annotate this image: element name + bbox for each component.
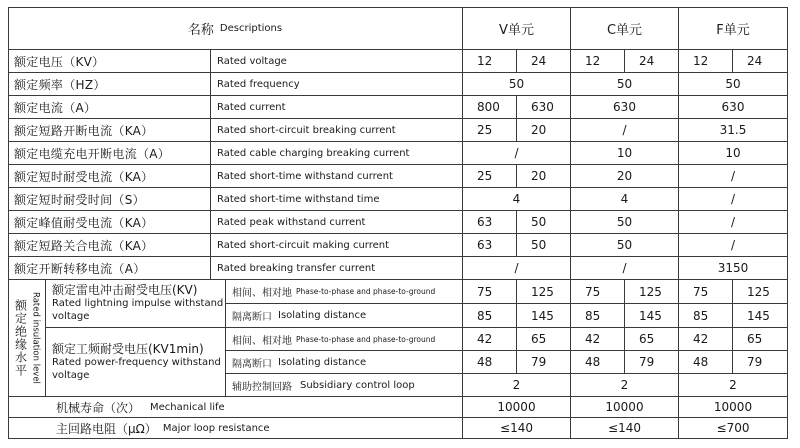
value-cell: 125 [625, 280, 679, 304]
value-cell: 3150 [679, 257, 788, 280]
lightning-isolating-en: Isolating distance [278, 310, 367, 321]
value-cell: / [571, 119, 679, 142]
value-cell: 50 [463, 73, 571, 96]
value-cell: / [463, 257, 571, 280]
value-cell: 63 [463, 211, 517, 234]
value-cell: 50 [571, 234, 679, 257]
value-cell: 800 [463, 96, 517, 119]
value-cell: 50 [517, 234, 571, 257]
row-short-circuit-breaking-cn: 额定短路开断电流（KA） [8, 119, 211, 142]
row-breaking-transfer-cn: 额定开断转移电流（A） [8, 257, 211, 280]
value-cell: 85 [571, 304, 625, 328]
row-rated-current-en: Rated current [211, 96, 463, 119]
power-phase-en: Phase-to-phase and phase-to-ground [296, 334, 436, 344]
row-rated-voltage-cn: 额定电压（KV） [8, 50, 211, 73]
value-cell: 10000 [679, 397, 788, 418]
value-cell: 2 [463, 374, 571, 397]
value-cell: 48 [463, 351, 517, 374]
value-cell: ≤700 [679, 418, 788, 439]
value-cell: 145 [733, 304, 788, 328]
power-isolating-cn: 隔离断口 [232, 358, 272, 370]
value-cell: 4 [463, 188, 571, 211]
value-cell: 65 [625, 328, 679, 351]
value-cell: 63 [463, 234, 517, 257]
value-cell: 79 [517, 351, 571, 374]
mechanical-life-cn: 机械寿命（次） [56, 400, 141, 415]
lightning-phase-cn: 相间、相对地 [232, 288, 292, 299]
row-short-circuit-making-cn: 额定短路关合电流（KA） [8, 234, 211, 257]
value-cell: 65 [517, 328, 571, 351]
value-cell: 50 [571, 211, 679, 234]
subsidiary-control-label [226, 374, 463, 397]
subsidiary-control-cn: 辅助控制回路 [232, 381, 292, 393]
header-c-unit-label: C单元 [606, 22, 643, 38]
value-cell: 10000 [463, 397, 571, 418]
insulation-level-label [8, 280, 46, 397]
row-short-time-time-en: Rated short-time withstand time [211, 188, 463, 211]
value-cell: 145 [517, 304, 571, 328]
power-frequency-label [46, 328, 226, 397]
value-cell: 42 [571, 328, 625, 351]
row-rated-current-cn: 额定电流（A） [8, 96, 211, 119]
value-cell: 24 [517, 50, 571, 73]
value-cell: 20 [517, 165, 571, 188]
lightning-isolating-cn: 隔离断口 [232, 312, 272, 323]
value-cell: 75 [571, 280, 625, 304]
value-cell: 24 [625, 50, 679, 73]
row-cable-charging-en: Rated cable charging breaking current [211, 142, 463, 165]
value-cell: 12 [463, 50, 517, 73]
value-cell: 2 [679, 374, 788, 397]
loop-resistance-cn: 主回路电阻（μΩ） [56, 421, 157, 436]
value-cell: 630 [517, 96, 571, 119]
row-short-time-current-en: Rated short-time withstand current [211, 165, 463, 188]
subsidiary-control-en: Subsidiary control loop [300, 379, 415, 391]
value-cell: 79 [733, 351, 788, 374]
value-cell: 24 [733, 50, 788, 73]
value-cell: 50 [571, 73, 679, 96]
value-cell: 25 [463, 119, 517, 142]
mechanical-life-label [8, 397, 463, 418]
value-cell: 48 [571, 351, 625, 374]
lightning-impulse-cn: 额定雷电冲击耐受电压(KV) [52, 283, 198, 297]
value-cell: 10000 [571, 397, 679, 418]
power-isolating-label [226, 351, 463, 374]
lightning-phase-en: Phase-to-phase and phase-to-ground [296, 287, 436, 296]
value-cell: 12 [571, 50, 625, 73]
value-cell: 42 [463, 328, 517, 351]
value-cell: 75 [679, 280, 733, 304]
value-cell: 2 [571, 374, 679, 397]
power-frequency-en: Rated power-frequency withstand voltage [52, 356, 221, 381]
value-cell: 630 [571, 96, 679, 119]
header-c-unit [571, 7, 679, 50]
row-short-circuit-making-en: Rated short-circuit making current [211, 234, 463, 257]
loop-resistance-label [8, 418, 463, 439]
value-cell: / [463, 142, 571, 165]
power-isolating-en: Isolating distance [278, 356, 367, 368]
value-cell: ≤140 [463, 418, 571, 439]
row-short-time-time-cn: 额定短时耐受时间（S） [8, 188, 211, 211]
mechanical-life-en: Mechanical life [150, 401, 225, 413]
row-cable-charging-cn: 额定电缆充电开断电流（A） [8, 142, 211, 165]
row-rated-frequency-cn: 额定频率（HZ） [8, 73, 211, 96]
value-cell: 145 [625, 304, 679, 328]
row-short-time-current-cn: 额定短时耐受电流（KA） [8, 165, 211, 188]
row-breaking-transfer-en: Rated breaking transfer current [211, 257, 463, 280]
insulation-level-en: Rated insulation level [30, 292, 41, 384]
value-cell: 25 [463, 165, 517, 188]
lightning-impulse-en: Rated lightning impulse withstand voltage [52, 298, 224, 322]
value-cell: 125 [517, 280, 571, 304]
value-cell: / [679, 234, 788, 257]
row-rated-voltage-en: Rated voltage [211, 50, 463, 73]
value-cell: / [679, 188, 788, 211]
value-cell: / [679, 165, 788, 188]
value-cell: 85 [679, 304, 733, 328]
value-cell: 42 [679, 328, 733, 351]
value-cell: 48 [679, 351, 733, 374]
value-cell: 75 [463, 280, 517, 304]
value-cell: 65 [733, 328, 788, 351]
loop-resistance-en: Major loop resistance [162, 422, 270, 434]
row-rated-frequency-en: Rated frequency [211, 73, 463, 96]
lightning-impulse-label [46, 280, 226, 328]
specifications-table [8, 7, 788, 439]
header-v-unit [463, 7, 571, 50]
value-cell: 12 [679, 50, 733, 73]
value-cell: 10 [571, 142, 679, 165]
value-cell: 20 [517, 119, 571, 142]
value-cell: 50 [679, 73, 788, 96]
lightning-isolating-label [226, 304, 463, 328]
row-short-circuit-breaking-en: Rated short-circuit breaking current [211, 119, 463, 142]
header-name-cn: 名称 [187, 22, 214, 38]
value-cell: 85 [463, 304, 517, 328]
value-cell: 125 [733, 280, 788, 304]
value-cell: 79 [625, 351, 679, 374]
row-peak-withstand-cn: 额定峰值耐受电流（KA） [8, 211, 211, 234]
header-f-unit [679, 7, 788, 50]
value-cell: / [679, 211, 788, 234]
power-frequency-cn: 额定工频耐受电压(KV1min) [52, 341, 204, 356]
lightning-phase-label [226, 280, 463, 304]
value-cell: 31.5 [679, 119, 788, 142]
power-phase-label [226, 328, 463, 351]
value-cell: / [571, 257, 679, 280]
power-phase-cn: 相间、相对地 [232, 335, 292, 347]
header-name-en: Descriptions [219, 22, 283, 34]
row-peak-withstand-en: Rated peak withstand current [211, 211, 463, 234]
value-cell: 50 [517, 211, 571, 234]
header-descriptions [8, 7, 463, 50]
header-f-unit-label: F单元 [716, 22, 750, 38]
header-v-unit-label: V单元 [499, 22, 534, 38]
value-cell: ≤140 [571, 418, 679, 439]
value-cell: 4 [571, 188, 679, 211]
value-cell: 10 [679, 142, 788, 165]
insulation-level-cn: 额定绝缘水平 [13, 299, 28, 377]
value-cell: 630 [679, 96, 788, 119]
value-cell: 20 [571, 165, 679, 188]
